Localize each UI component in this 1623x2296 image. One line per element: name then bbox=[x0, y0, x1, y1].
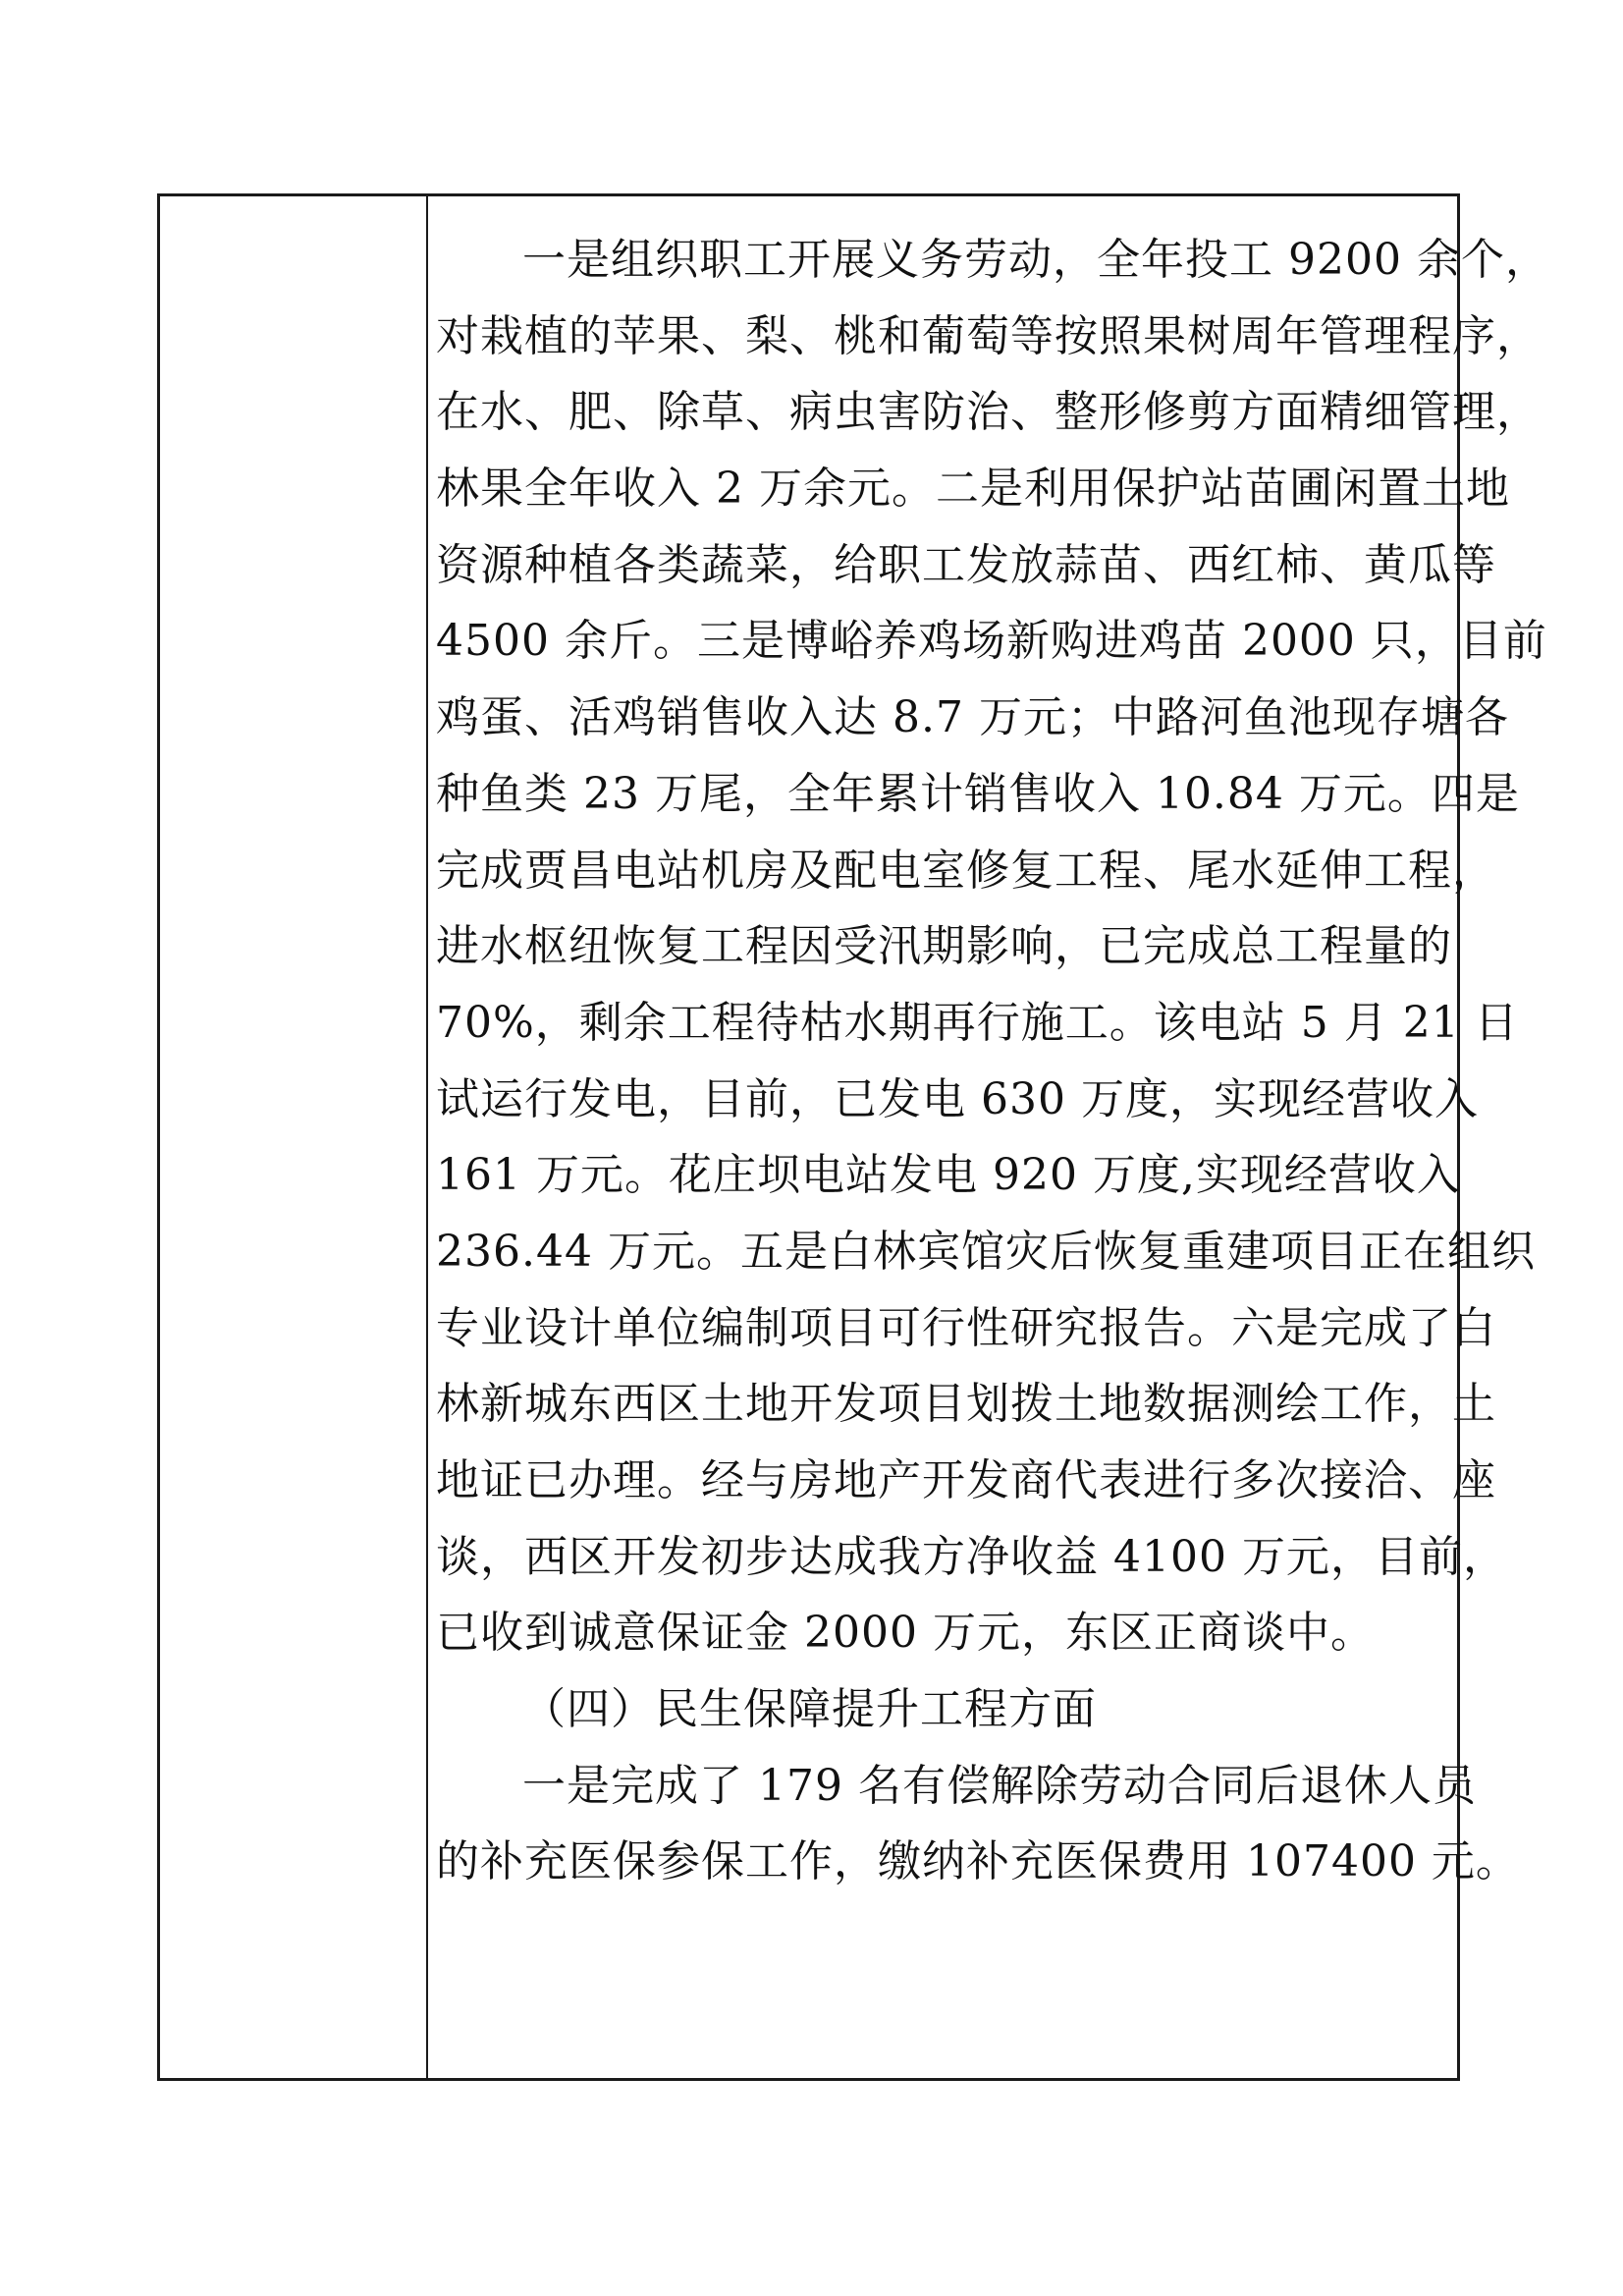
text-line: 对栽植的苹果、梨、桃和葡萄等按照果树周年管理程序， bbox=[436, 310, 1541, 361]
text-line: 已收到诚意保证金 2000 万元，东区正商谈中。 bbox=[436, 1608, 1375, 1659]
text-line: 种鱼类 23 万尾，全年累计销售收入 10.84 万元。四是 bbox=[436, 768, 1520, 819]
table-frame bbox=[157, 193, 1549, 2081]
text-line: 4500 余斤。三是博峪养鸡场新购进鸡苗 2000 只，目前 bbox=[436, 616, 1547, 667]
table-left-cell bbox=[160, 196, 428, 2078]
text-line: 资源种植各类蔬菜，给职工发放蒜苗、西红柿、黄瓜等 bbox=[436, 539, 1496, 590]
section-heading: （四）民生保障提升工程方面 bbox=[522, 1684, 1097, 1735]
table-content-cell bbox=[430, 196, 1549, 2078]
text-line: 谈，西区开发初步达成我方净收益 4100 万元，目前， bbox=[436, 1531, 1507, 1582]
text-line: 236.44 万元。五是白林宾馆灾后恢复重建项目正在组织 bbox=[436, 1226, 1536, 1277]
text-line: 完成贾昌电站机房及配电室修复工程、尾水延伸工程， bbox=[436, 845, 1496, 896]
text-line: 一是完成了 179 名有偿解除劳动合同后退休人员 bbox=[522, 1760, 1477, 1811]
text-line: 鸡蛋、活鸡销售收入达 8.7 万元；中路河鱼池现存塘各 bbox=[436, 692, 1509, 743]
text-line: 在水、肥、除草、病虫害防治、整形修剪方面精细管理， bbox=[436, 387, 1541, 438]
text-line: 进水枢纽恢复工程因受汛期影响，已完成总工程量的 bbox=[436, 921, 1452, 972]
text-line: 一是组织职工开展义务劳动，全年投工 9200 余个， bbox=[522, 235, 1549, 285]
text-line: 70%，剩余工程待枯水期再行施工。该电站 5 月 21 日 bbox=[436, 997, 1519, 1048]
text-line: 地证已办理。经与房地产开发商代表进行多次接洽、座 bbox=[436, 1455, 1496, 1505]
text-line: 161 万元。花庄坝电站发电 920 万度,实现经营收入 bbox=[436, 1150, 1461, 1201]
text-line: 林果全年收入 2 万余元。二是利用保护站苗圃闲置土地 bbox=[436, 464, 1510, 515]
text-line: 林新城东西区土地开发项目划拨土地数据测绘工作，土 bbox=[436, 1379, 1496, 1430]
text-line: 的补充医保参保工作，缴纳补充医保费用 107400 元。 bbox=[436, 1836, 1520, 1887]
text-line: 试运行发电，目前，已发电 630 万度，实现经营收入 bbox=[436, 1073, 1479, 1124]
text-line: 专业设计单位编制项目可行性研究报告。六是完成了白 bbox=[436, 1302, 1496, 1353]
